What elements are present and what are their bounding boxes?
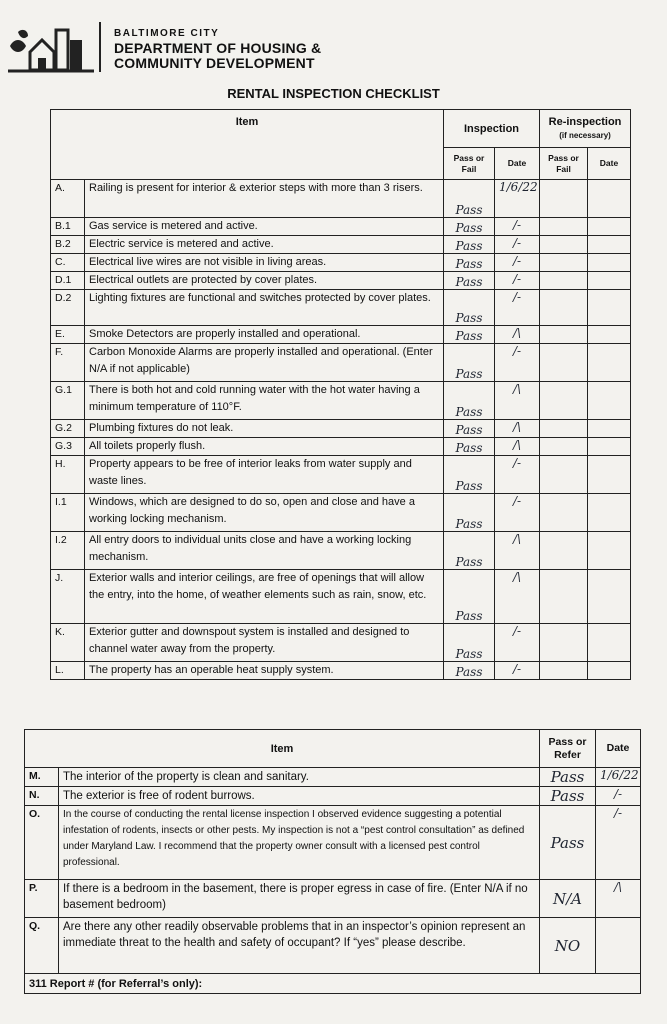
department-name <box>114 26 321 71</box>
inspection-date[interactable]: /- <box>495 290 540 326</box>
pass-refer-result[interactable]: Pass <box>540 768 596 787</box>
inspection-result[interactable]: Pass <box>444 180 495 218</box>
table-row <box>51 494 631 532</box>
reinspection-result[interactable] <box>540 570 588 624</box>
reinspection-result[interactable] <box>540 532 588 570</box>
item-code: K. <box>51 624 85 662</box>
table-row <box>51 382 631 420</box>
item-text: In the course of conducting the rental license inspection I observed evidence suggesting a potential infestation of rodents, insects or other pests. My inspection is not a “pest control consultation” as defined under Maryland Law. I recommend that the property owner consult with a licensed pest control professional. <box>59 806 540 880</box>
reinspection-date[interactable] <box>588 532 631 570</box>
inspection-result[interactable]: Pass <box>444 624 495 662</box>
reinspection-result[interactable] <box>540 662 588 680</box>
reinspection-result[interactable] <box>540 218 588 236</box>
page-title: RENTAL INSPECTION CHECKLIST <box>227 86 440 101</box>
reinspection-result[interactable] <box>540 326 588 344</box>
reinspection-date[interactable] <box>588 344 631 382</box>
item-code: B.1 <box>51 218 85 236</box>
reinspection-result[interactable] <box>540 624 588 662</box>
inspection-date[interactable]: /- <box>495 456 540 494</box>
item-code: L. <box>51 662 85 680</box>
reinspection-result[interactable] <box>540 438 588 456</box>
table-row <box>51 624 631 662</box>
item-code: P. <box>25 880 59 918</box>
inspection-result[interactable]: Pass <box>444 290 495 326</box>
reinspection-date[interactable] <box>588 218 631 236</box>
inspection-date[interactable]: /- <box>495 236 540 254</box>
item-code: D.1 <box>51 272 85 290</box>
sanitation-table <box>24 729 641 994</box>
reinspection-date[interactable] <box>588 180 631 218</box>
pass-refer-result[interactable]: Pass <box>540 806 596 880</box>
item-text: The exterior is free of rodent burrows. <box>59 787 540 806</box>
item-text: The interior of the property is clean and sanitary. <box>59 768 540 787</box>
inspection-result[interactable]: Pass <box>444 532 495 570</box>
table-row <box>25 787 641 806</box>
item-text: Smoke Detectors are properly installed and operational. <box>85 326 444 344</box>
item-code: O. <box>25 806 59 880</box>
reinspection-date[interactable] <box>588 236 631 254</box>
item-code: A. <box>51 180 85 218</box>
table-row <box>51 456 631 494</box>
item-text: There is both hot and cold running water with the hot water having a minimum temperature of 110°F. <box>85 382 444 420</box>
reinspection-result[interactable] <box>540 290 588 326</box>
table-row <box>51 420 631 438</box>
pass-refer-header: Pass or Refer <box>540 730 596 768</box>
table-row <box>25 918 641 974</box>
item-text: Gas service is metered and active. <box>85 218 444 236</box>
item-text: Exterior walls and interior ceilings, are free of openings that will allow the entry, into the home, of weather elements such as rain, snow, etc. <box>85 570 444 624</box>
reinspection-result[interactable] <box>540 236 588 254</box>
item-text: If there is a bedroom in the basement, there is proper egress in case of fire. (Enter N/A if no basement bedroom) <box>59 880 540 918</box>
item-code: G.2 <box>51 420 85 438</box>
result-date[interactable]: /- <box>596 787 641 806</box>
item-code: M. <box>25 768 59 787</box>
item-text: Electric service is metered and active. <box>85 236 444 254</box>
table-row <box>51 662 631 680</box>
table-row <box>51 272 631 290</box>
inspection-result[interactable]: Pass <box>444 218 495 236</box>
reinspection-title: Re-inspection <box>548 115 622 128</box>
result-date[interactable]: /\ <box>596 880 641 918</box>
reinspection-date[interactable] <box>588 254 631 272</box>
inspection-date[interactable]: /\ <box>495 382 540 420</box>
reinspection-result[interactable] <box>540 272 588 290</box>
item-text: Plumbing fixtures do not leak. <box>85 420 444 438</box>
table-row <box>51 326 631 344</box>
table-row <box>25 768 641 787</box>
table-row <box>51 254 631 272</box>
reinspection-date[interactable] <box>588 290 631 326</box>
item-code: F. <box>51 344 85 382</box>
table-row <box>51 344 631 382</box>
inspection-date[interactable]: 1/6/22 <box>495 180 540 218</box>
inspection-date[interactable]: /\ <box>495 438 540 456</box>
inspection-result[interactable]: Pass <box>444 570 495 624</box>
inspection-result[interactable]: Pass <box>444 254 495 272</box>
item-text: Lighting fixtures are functional and switches protected by cover plates. <box>85 290 444 326</box>
dept-line-2: DEPARTMENT OF HOUSING & <box>114 40 322 56</box>
inspection-result[interactable]: Pass <box>444 272 495 290</box>
reinspection-date[interactable] <box>588 420 631 438</box>
table-row <box>51 438 631 456</box>
table-row <box>51 532 631 570</box>
item-header: Item <box>51 110 444 180</box>
dhcd-logo <box>8 18 94 74</box>
item-code: Q. <box>25 918 59 974</box>
table-row <box>51 236 631 254</box>
item-text: Railing is present for interior & exterior steps with more than 3 risers. <box>85 180 444 218</box>
item-code: I.2 <box>51 532 85 570</box>
logo-divider <box>99 22 101 72</box>
result-date[interactable]: /- <box>596 806 641 880</box>
reinspection-header <box>540 110 631 148</box>
inspection-result[interactable]: Pass <box>444 456 495 494</box>
reinspection-date[interactable] <box>588 326 631 344</box>
inspection-date[interactable]: /- <box>495 494 540 532</box>
inspection-date[interactable]: /\ <box>495 532 540 570</box>
reinspection-note: (if necessary) <box>559 130 611 140</box>
inspection-result[interactable]: Pass <box>444 438 495 456</box>
inspection-result[interactable]: Pass <box>444 662 495 680</box>
item-code: G.3 <box>51 438 85 456</box>
sanitation-rows <box>25 768 641 974</box>
item-code: H. <box>51 456 85 494</box>
item-text: The property has an operable heat supply system. <box>85 662 444 680</box>
reinspection-result[interactable] <box>540 254 588 272</box>
reinspection-date[interactable] <box>588 624 631 662</box>
pass-refer-result[interactable]: Pass <box>540 787 596 806</box>
item-text: Windows, which are designed to do so, open and close and have a working locking mechanism. <box>85 494 444 532</box>
inspection-result[interactable]: Pass <box>444 236 495 254</box>
item-code: J. <box>51 570 85 624</box>
reinspection-date[interactable] <box>588 272 631 290</box>
table-row <box>51 180 631 218</box>
re-date-header: Date <box>588 148 631 180</box>
item-code: N. <box>25 787 59 806</box>
date-header: Date <box>495 148 540 180</box>
reinspection-date[interactable] <box>588 570 631 624</box>
item-text: Carbon Monoxide Alarms are properly installed and operational. (Enter N/A if not applicable) <box>85 344 444 382</box>
inspection-date[interactable]: /- <box>495 272 540 290</box>
item-code: B.2 <box>51 236 85 254</box>
reinspection-date[interactable] <box>588 438 631 456</box>
date-header-2: Date <box>596 730 641 768</box>
table-row <box>51 290 631 326</box>
inspection-table <box>50 109 631 680</box>
result-date[interactable]: 1/6/22 <box>596 768 641 787</box>
dept-line-3: COMMUNITY DEVELOPMENT <box>114 55 315 71</box>
item-text: All entry doors to individual units close and have a working locking mechanism. <box>85 532 444 570</box>
inspection-result[interactable]: Pass <box>444 344 495 382</box>
inspection-date[interactable]: /\ <box>495 570 540 624</box>
inspection-date[interactable]: /- <box>495 254 540 272</box>
item-code: D.2 <box>51 290 85 326</box>
item-text: Property appears to be free of interior leaks from water supply and waste lines. <box>85 456 444 494</box>
item-code: E. <box>51 326 85 344</box>
table-row <box>25 880 641 918</box>
inspection-date[interactable]: /- <box>495 624 540 662</box>
inspection-header: Inspection <box>444 110 540 148</box>
item-text: Electrical live wires are not visible in living areas. <box>85 254 444 272</box>
reinspection-result[interactable] <box>540 344 588 382</box>
reinspection-date[interactable] <box>588 662 631 680</box>
dept-line-1: BALTIMORE CITY <box>114 28 220 39</box>
reinspection-result[interactable] <box>540 180 588 218</box>
reinspection-date[interactable] <box>588 382 631 420</box>
inspection-date[interactable]: /\ <box>495 326 540 344</box>
reinspection-result[interactable] <box>540 456 588 494</box>
table-row <box>25 806 641 880</box>
inspection-rows <box>51 180 631 680</box>
item-text: Electrical outlets are protected by cover plates. <box>85 272 444 290</box>
inspection-date[interactable]: /\ <box>495 420 540 438</box>
result-date[interactable] <box>596 918 641 974</box>
inspection-date[interactable]: /- <box>495 218 540 236</box>
report-number-field[interactable]: 311 Report # (for Referral’s only): <box>25 974 641 994</box>
pass-refer-result[interactable]: NO <box>540 918 596 974</box>
item-text: Are there any other readily observable problems that in an inspector’s opinion represent an immediate threat to the health and safety of occupant? If “yes” please describe. <box>59 918 540 974</box>
item-code: C. <box>51 254 85 272</box>
inspection-date[interactable]: /- <box>495 344 540 382</box>
table-row <box>51 570 631 624</box>
reinspection-result[interactable] <box>540 420 588 438</box>
item-code: I.1 <box>51 494 85 532</box>
inspection-date[interactable]: /- <box>495 662 540 680</box>
reinspection-result[interactable] <box>540 494 588 532</box>
item-text: All toilets properly flush. <box>85 438 444 456</box>
pass-fail-header: Pass or Fail <box>444 148 495 180</box>
table-row <box>51 218 631 236</box>
inspection-result[interactable]: Pass <box>444 326 495 344</box>
pass-refer-result[interactable]: N/A <box>540 880 596 918</box>
reinspection-date[interactable] <box>588 494 631 532</box>
re-pass-fail-header: Pass or Fail <box>540 148 588 180</box>
inspection-result[interactable]: Pass <box>444 382 495 420</box>
item-code: G.1 <box>51 382 85 420</box>
reinspection-date[interactable] <box>588 456 631 494</box>
inspection-result[interactable]: Pass <box>444 420 495 438</box>
item-text: Exterior gutter and downspout system is installed and designed to channel water away from the property. <box>85 624 444 662</box>
inspection-result[interactable]: Pass <box>444 494 495 532</box>
item-header-2: Item <box>25 730 540 768</box>
reinspection-result[interactable] <box>540 382 588 420</box>
